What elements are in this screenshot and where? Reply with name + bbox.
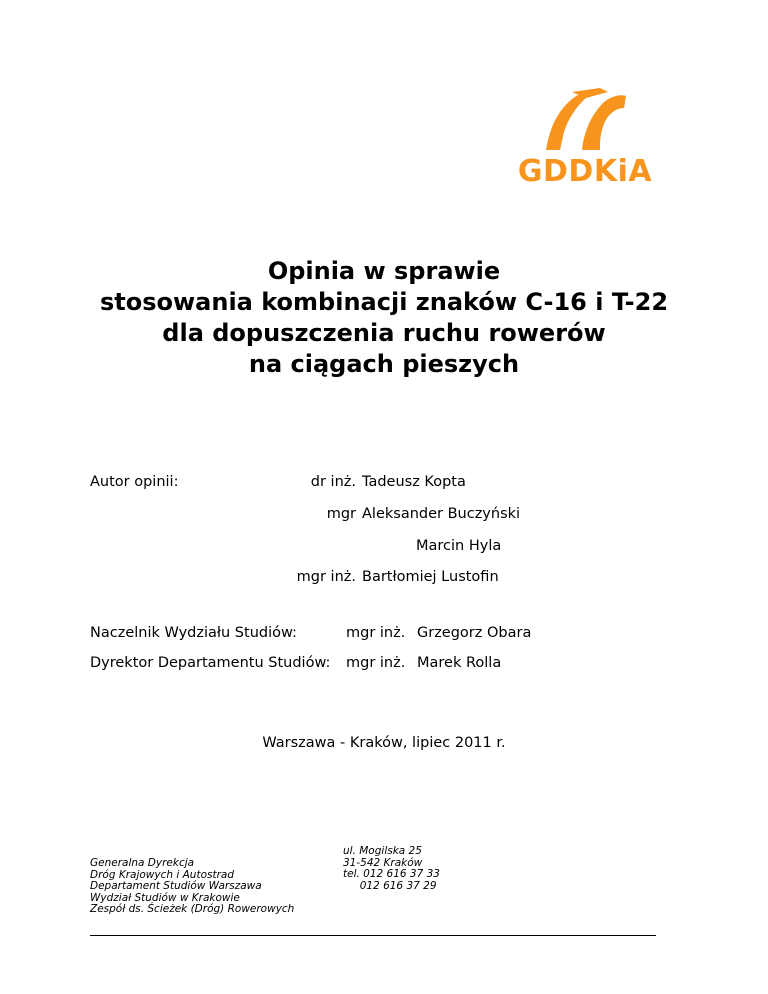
official-name: Marek Rolla [417,655,502,671]
document-title [40,256,728,380]
gddkia-road-logo-icon [542,86,626,152]
author-title: dr inż. [310,474,356,490]
official-name: Grzegorz Obara [417,625,532,641]
author-title: mgr inż. [296,569,356,585]
footer-divider [90,935,656,936]
footer-line: Zespół ds. Ścieżek (Dróg) Rowerowych [90,903,295,915]
footer-line: Wydział Studiów w Krakowie [90,891,240,904]
authors-label: Autor opinii: [90,474,179,490]
official-title: mgr inż. [346,625,406,641]
footer-address [343,846,440,892]
footer-line: Dróg Krajowych i Autostrad [90,868,235,881]
footer-institution [90,858,294,916]
footer-line: 012 616 37 29 [343,879,437,892]
author-title: mgr [326,506,356,522]
footer-line: 31-542 Kraków [343,856,423,869]
author-name: Marcin Hyla [416,538,502,554]
title-line: stosowania kombinacji znaków C-16 i T-22 [99,288,669,316]
official-title: mgr inż. [346,655,406,671]
footer-line: Generalna Dyrekcja [90,857,195,869]
place-date: Warszawa - Kraków, lipiec 2011 r. [262,735,506,751]
gddkia-logo [490,86,680,190]
author-name: Bartłomiej Lustofin [362,569,499,585]
title-line: Opinia w sprawie [267,257,501,285]
author-name: Tadeusz Kopta [362,474,466,490]
official-label: Naczelnik Wydziału Studiów: [90,625,297,641]
author-name: Aleksander Buczyński [362,506,521,522]
logo-text: GDDKiA [517,154,653,189]
footer-line: tel. 012 616 37 33 [343,868,440,880]
title-line: na ciągach pieszych [248,350,520,378]
title-line: dla dopuszczenia ruchu rowerów [162,319,606,347]
footer-line: ul. Mogilska 25 [343,845,422,857]
footer-line: Departament Studiów Warszawa [90,880,262,892]
official-label: Dyrektor Departamentu Studiów: [90,655,331,671]
